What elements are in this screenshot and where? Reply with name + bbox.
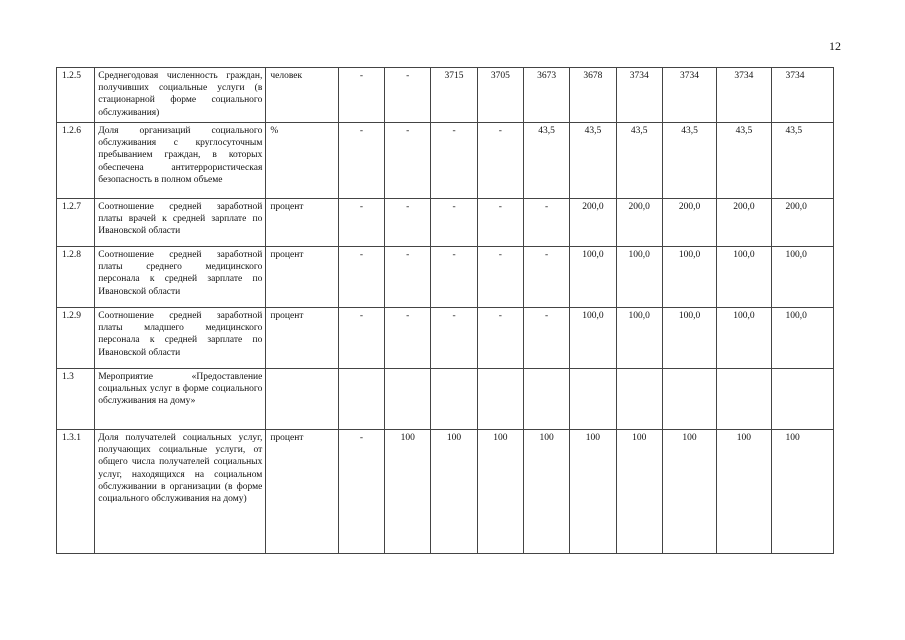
value-cell: 100,0 — [717, 247, 771, 308]
value-cell: 200,0 — [616, 199, 662, 247]
value-cell: 3715 — [431, 68, 477, 123]
value-cell: 200,0 — [717, 199, 771, 247]
value-cell: - — [477, 247, 523, 308]
table-row — [57, 68, 834, 123]
table-row — [57, 308, 834, 369]
value-cell: 3734 — [771, 68, 833, 123]
value-cell: 100,0 — [616, 247, 662, 308]
value-cell — [616, 369, 662, 430]
row-number: 1.3.1 — [57, 430, 95, 554]
value-cell: - — [385, 68, 431, 123]
value-cell: - — [385, 247, 431, 308]
value-cell — [570, 369, 616, 430]
value-cell: - — [523, 247, 569, 308]
value-cell: 100 — [431, 430, 477, 554]
unit-cell: человек — [266, 68, 338, 123]
value-cell: 100 — [385, 430, 431, 554]
value-cell: 43,5 — [570, 123, 616, 199]
value-cell: - — [477, 123, 523, 199]
value-cell: 100 — [771, 430, 833, 554]
value-cell: 3734 — [717, 68, 771, 123]
table-row — [57, 430, 834, 554]
indicator-name: Соотношение средней заработной платы младшего медицинского персонала к средней зарплате по Ивановской области — [95, 308, 266, 369]
row-number: 1.2.9 — [57, 308, 95, 369]
value-cell: - — [338, 247, 384, 308]
value-cell: - — [477, 308, 523, 369]
value-cell: - — [338, 123, 384, 199]
value-cell — [477, 369, 523, 430]
indicator-name: Доля получателей социальных услуг, получающих социальные услуги, от общего числа получателей социальных услуг, находящихся на социальном обслуживании в организации (в форме социального обслуживания на дому) — [95, 430, 266, 554]
value-cell: 43,5 — [717, 123, 771, 199]
value-cell: - — [338, 68, 384, 123]
value-cell: 43,5 — [771, 123, 833, 199]
unit-cell: процент — [266, 199, 338, 247]
table-row — [57, 247, 834, 308]
value-cell — [385, 369, 431, 430]
value-cell: - — [477, 199, 523, 247]
indicator-name: Доля организаций социального обслуживания с круглосуточным пребыванием граждан, в которых обеспечена антитеррористическая безопасность в полном объеме — [95, 123, 266, 199]
value-cell: 200,0 — [771, 199, 833, 247]
value-cell: 3705 — [477, 68, 523, 123]
value-cell: 100 — [717, 430, 771, 554]
unit-cell — [266, 369, 338, 430]
value-cell — [431, 369, 477, 430]
table-row — [57, 369, 834, 430]
value-cell: 100 — [477, 430, 523, 554]
indicator-name: Соотношение средней заработной платы среднего медицинского персонала к средней зарплате по Ивановской области — [95, 247, 266, 308]
value-cell: - — [385, 199, 431, 247]
value-cell: - — [385, 308, 431, 369]
value-cell: 100,0 — [771, 308, 833, 369]
value-cell: - — [338, 430, 384, 554]
value-cell — [717, 369, 771, 430]
page-number: 12 — [829, 39, 841, 53]
row-number: 1.2.5 — [57, 68, 95, 123]
value-cell: 100,0 — [662, 308, 716, 369]
row-number: 1.3 — [57, 369, 95, 430]
value-cell: 43,5 — [523, 123, 569, 199]
value-cell: - — [523, 308, 569, 369]
value-cell: 200,0 — [662, 199, 716, 247]
value-cell: 3678 — [570, 68, 616, 123]
row-number: 1.2.8 — [57, 247, 95, 308]
table-body — [57, 68, 834, 554]
value-cell: - — [523, 199, 569, 247]
indicator-name: Соотношение средней заработной платы врачей к средней зарплате по Ивановской области — [95, 199, 266, 247]
value-cell: - — [385, 123, 431, 199]
value-cell: 100,0 — [616, 308, 662, 369]
value-cell: 200,0 — [570, 199, 616, 247]
value-cell: 100 — [616, 430, 662, 554]
value-cell: 100,0 — [570, 308, 616, 369]
value-cell: 100,0 — [570, 247, 616, 308]
value-cell: 43,5 — [616, 123, 662, 199]
value-cell: 100 — [662, 430, 716, 554]
value-cell — [771, 369, 833, 430]
value-cell: 3673 — [523, 68, 569, 123]
value-cell: - — [431, 199, 477, 247]
value-cell: 100,0 — [771, 247, 833, 308]
indicator-name: Среднегодовая численность граждан, получивших социальные услуги (в стационарной форме социального обслуживания) — [95, 68, 266, 123]
value-cell — [523, 369, 569, 430]
table-row — [57, 123, 834, 199]
value-cell: 100,0 — [662, 247, 716, 308]
value-cell: 100 — [523, 430, 569, 554]
value-cell: - — [338, 199, 384, 247]
value-cell: 3734 — [616, 68, 662, 123]
value-cell: - — [431, 247, 477, 308]
table-row — [57, 199, 834, 247]
unit-cell: процент — [266, 430, 338, 554]
value-cell: - — [431, 123, 477, 199]
row-number: 1.2.7 — [57, 199, 95, 247]
indicators-table — [56, 67, 834, 554]
value-cell — [662, 369, 716, 430]
row-number: 1.2.6 — [57, 123, 95, 199]
value-cell: - — [431, 308, 477, 369]
indicator-name: Мероприятие «Предоставление социальных услуг в форме социального обслуживания на дому» — [95, 369, 266, 430]
value-cell — [338, 369, 384, 430]
value-cell: 43,5 — [662, 123, 716, 199]
value-cell: - — [338, 308, 384, 369]
value-cell: 100,0 — [717, 308, 771, 369]
value-cell: 3734 — [662, 68, 716, 123]
value-cell: 100 — [570, 430, 616, 554]
unit-cell: % — [266, 123, 338, 199]
unit-cell: процент — [266, 308, 338, 369]
unit-cell: процент — [266, 247, 338, 308]
